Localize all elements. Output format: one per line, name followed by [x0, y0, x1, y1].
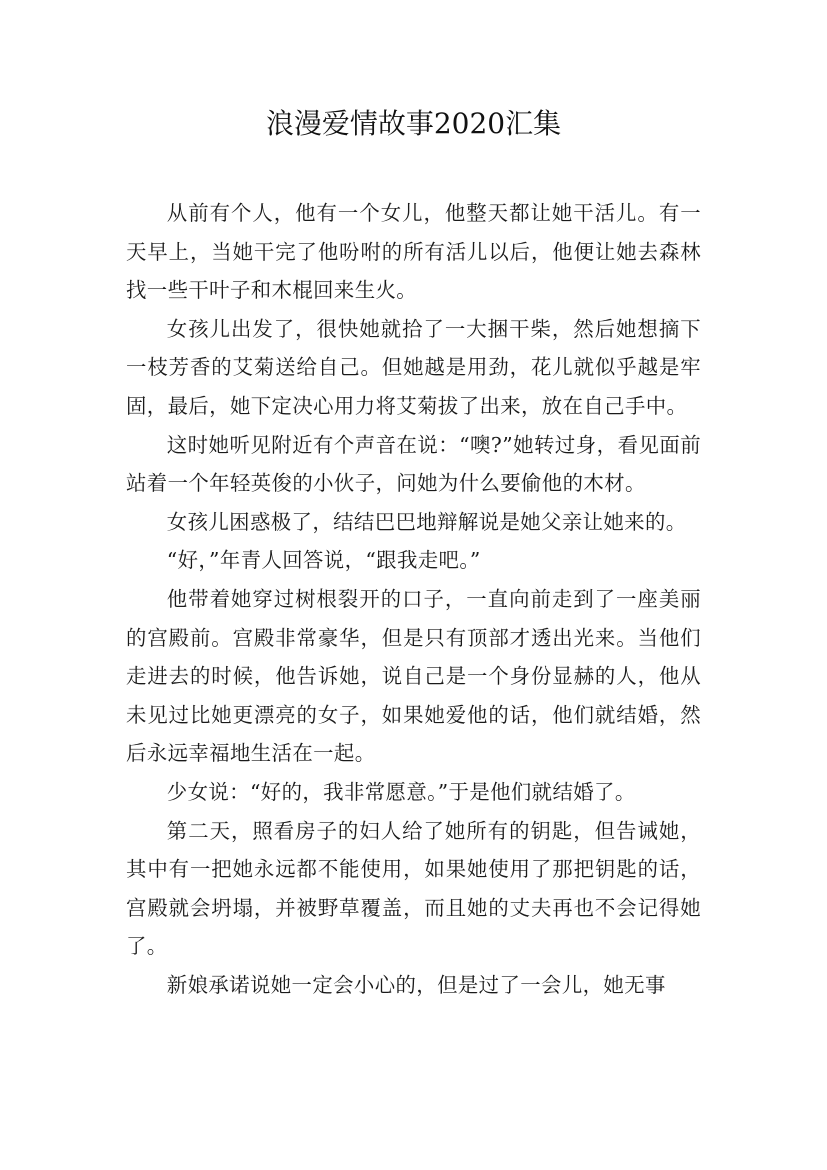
paragraph: 从前有个人，他有一个女儿，他整天都让她干活儿。有一天早上，当她干完了他吩咐的所有活儿以后，他便让她去森林找一些干叶子和木棍回来生火。: [126, 201, 701, 303]
paragraph: “好，”年青人回答说，“跟我走吧。”: [166, 548, 481, 573]
paragraph: 他带着她穿过树根裂开的口子，一直向前走到了一座美丽的宫殿前。宫殿非常豪华，但是只有顶部才透出光来。当他们走进去的时候，他告诉她，说自己是一个身份显赫的人，他从未见过比她更漂亮的女子，如果她爱他的话，他们就结婚，然后永远幸福地生活在一起。: [126, 586, 701, 766]
document-body: [126, 194, 701, 1004]
paragraph: 少女说：“好的，我非常愿意。”于是他们就结婚了。: [166, 779, 636, 804]
paragraph: 新娘承诺说她一定会小心的，但是过了一会儿，她无事: [166, 972, 666, 997]
paragraph: 女孩儿出发了，很快她就拾了一大捆干柴，然后她想摘下一枝芳香的艾菊送给自己。但她越是用劲，花儿就似乎越是牢固，最后，她下定决心用力将艾菊拔了出来，放在自己手中。: [126, 316, 701, 418]
paragraph: 女孩儿困惑极了，结结巴巴地辩解说是她父亲让她来的。: [166, 509, 687, 534]
paragraph: 这时她听见附近有个声音在说：“噢?”她转过身，看见面前站着一个年轻英俊的小伙子，问她为什么要偷他的木材。: [126, 432, 701, 496]
paragraph: 第二天，照看房子的妇人给了她所有的钥匙，但告诫她，其中有一把她永远都不能使用，如果她使用了那把钥匙的话，宫殿就会坍塌，并被野草覆盖，而且她的丈夫再也不会记得她了。: [126, 818, 701, 959]
document-title: 浪漫爱情故事2020汇集: [265, 107, 562, 140]
